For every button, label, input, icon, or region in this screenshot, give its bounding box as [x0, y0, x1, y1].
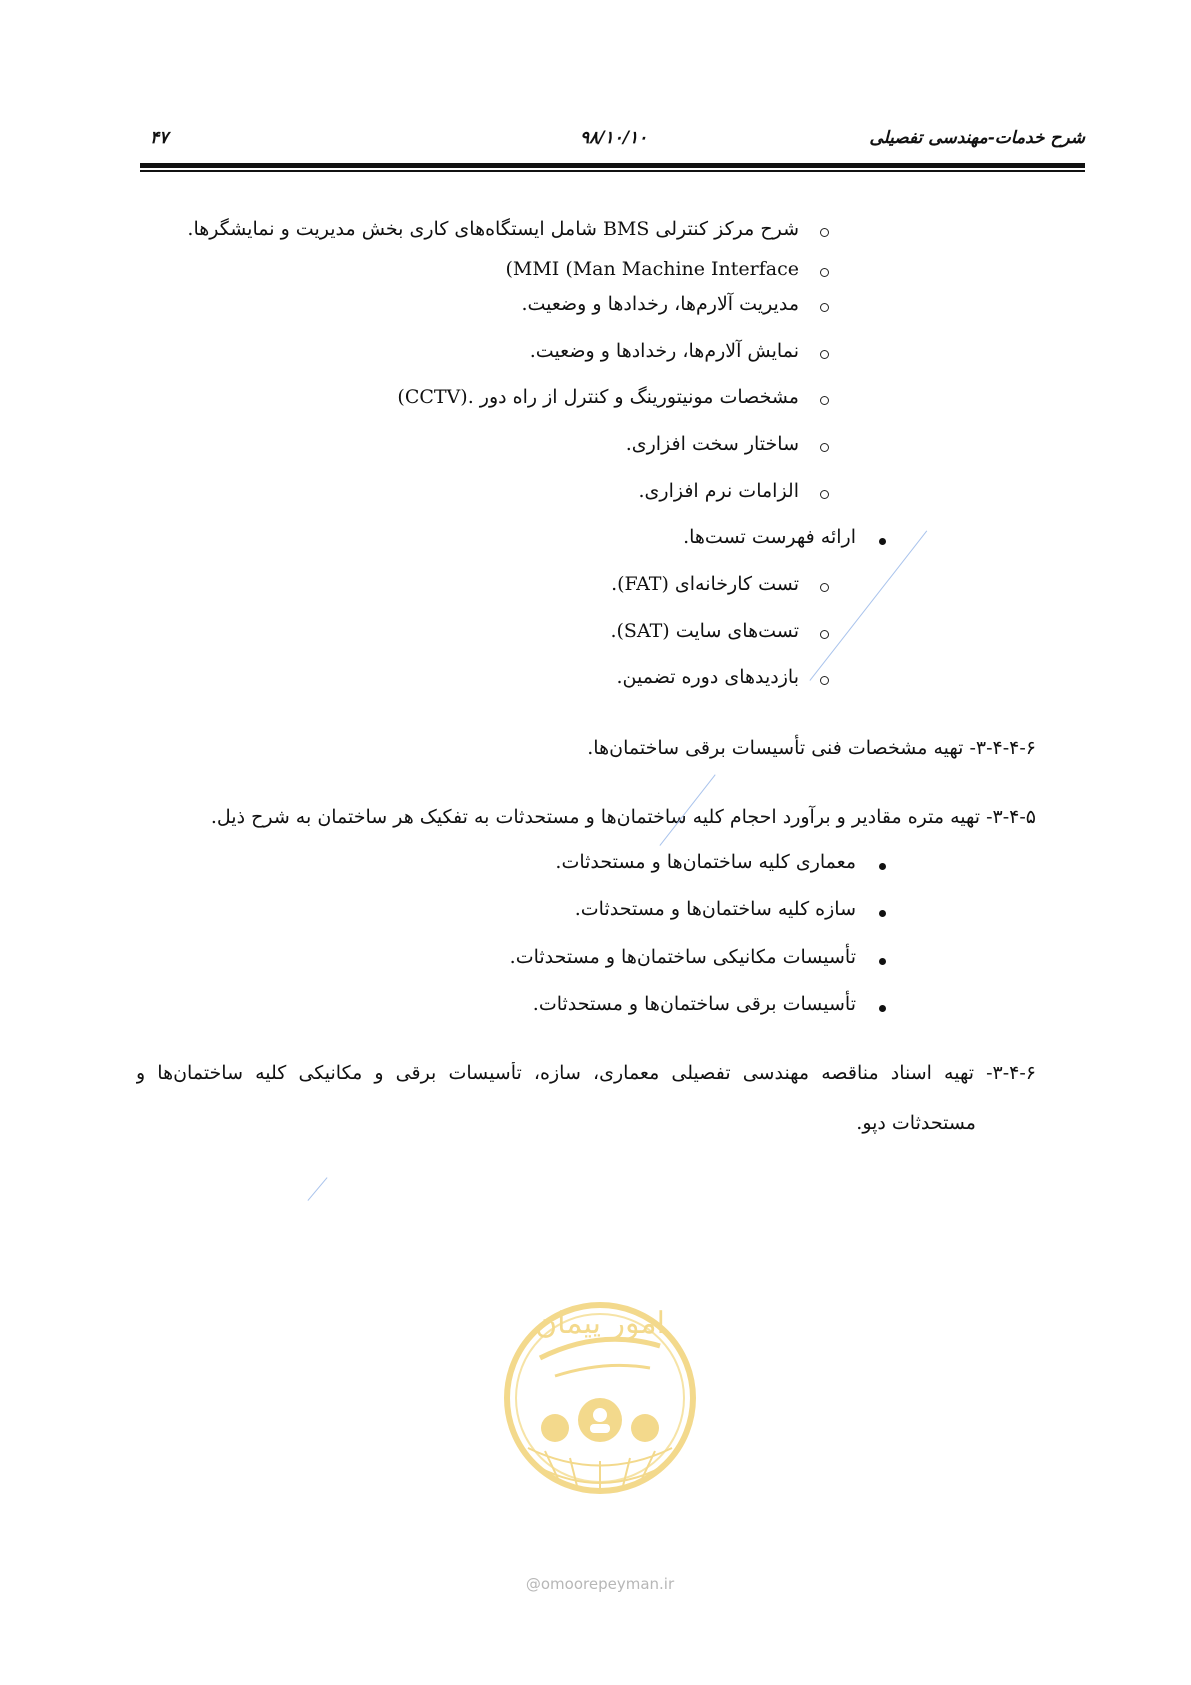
section-heading: ۳-۴-۴-۶- تهیه مشخصات فنی تأسیسات برقی ساختمان‌ها. — [587, 737, 1036, 759]
list-item: شرح مرکز کنترلی BMS شامل ایستگاه‌های کاری بخش مدیریت و نمایشگرها. — [187, 218, 799, 240]
circle-bullet-icon — [820, 443, 829, 452]
list-item: (MMI (Man Machine Interface — [505, 258, 799, 280]
circle-bullet-icon — [820, 396, 829, 405]
list-item-tests: ارائه فهرست تست‌ها. — [683, 526, 856, 548]
scan-mark — [307, 1177, 327, 1201]
list-item: ساختار سخت افزاری. — [625, 433, 799, 455]
bullet-dot-icon — [879, 863, 886, 870]
watermark-website: @omoorepeyman.ir — [525, 1575, 675, 1593]
section-heading: ۳-۴-۶- تهیه اسناد مناقصه مهندسی تفصیلی معماری، سازه، تأسیسات برقی و مکانیکی کلیه ساختمان‌ها و — [136, 1062, 1036, 1084]
page-number: ۴۷ — [150, 128, 169, 148]
list-item: مدیریت آلارم‌ها، رخدادها و وضعیت. — [521, 293, 799, 315]
circle-bullet-icon — [820, 303, 829, 312]
scan-mark — [809, 531, 927, 682]
list-item: معماری کلیه ساختمان‌ها و مستحدثات. — [555, 851, 856, 873]
list-item: مشخصات مونیتورینگ و کنترل از راه دور .(CCTV) — [397, 386, 799, 408]
watermark-logo-text: امور پیمان — [535, 1306, 665, 1341]
list-item: تأسیسات برقی ساختمان‌ها و مستحدثات. — [532, 993, 856, 1015]
list-item: تست کارخانه‌ای (FAT). — [611, 573, 799, 595]
bullet-dot-icon — [879, 1005, 886, 1012]
list-item: سازه کلیه ساختمان‌ها و مستحدثات. — [574, 898, 856, 920]
section-heading: ۳-۴-۵- تهیه متره مقادیر و برآورد احجام کلیه ساختمان‌ها و مستحدثات به تفکیک هر ساختمان به شرح ذیل. — [210, 806, 1036, 828]
bullet-dot-icon — [879, 958, 886, 965]
page-header — [140, 128, 1085, 158]
header-title: شرح خدمات-مهندسی تفصیلی — [869, 128, 1085, 148]
circle-bullet-icon — [820, 583, 829, 592]
header-rule-thin — [140, 170, 1085, 172]
header-rule-thick — [140, 163, 1085, 168]
header-date: ۹۸/۱۰/۱۰ — [580, 128, 648, 148]
circle-bullet-icon — [820, 676, 829, 685]
circle-bullet-icon — [820, 228, 829, 237]
list-item: تست‌های سایت (SAT). — [610, 620, 799, 642]
circle-bullet-icon — [820, 350, 829, 359]
circle-bullet-icon — [820, 268, 829, 277]
list-item: تأسیسات مکانیکی ساختمان‌ها و مستحدثات. — [509, 946, 856, 968]
list-item: الزامات نرم افزاری. — [638, 480, 799, 502]
list-item: بازدیدهای دوره تضمین. — [616, 666, 799, 688]
bullet-dot-icon — [879, 538, 886, 545]
circle-bullet-icon — [820, 630, 829, 639]
watermark-logo — [500, 1268, 700, 1588]
bullet-dot-icon — [879, 910, 886, 917]
section-continuation: مستحدثات دپو. — [856, 1112, 976, 1134]
circle-bullet-icon — [820, 490, 829, 499]
list-item: نمایش آلارم‌ها، رخدادها و وضعیت. — [529, 340, 799, 362]
